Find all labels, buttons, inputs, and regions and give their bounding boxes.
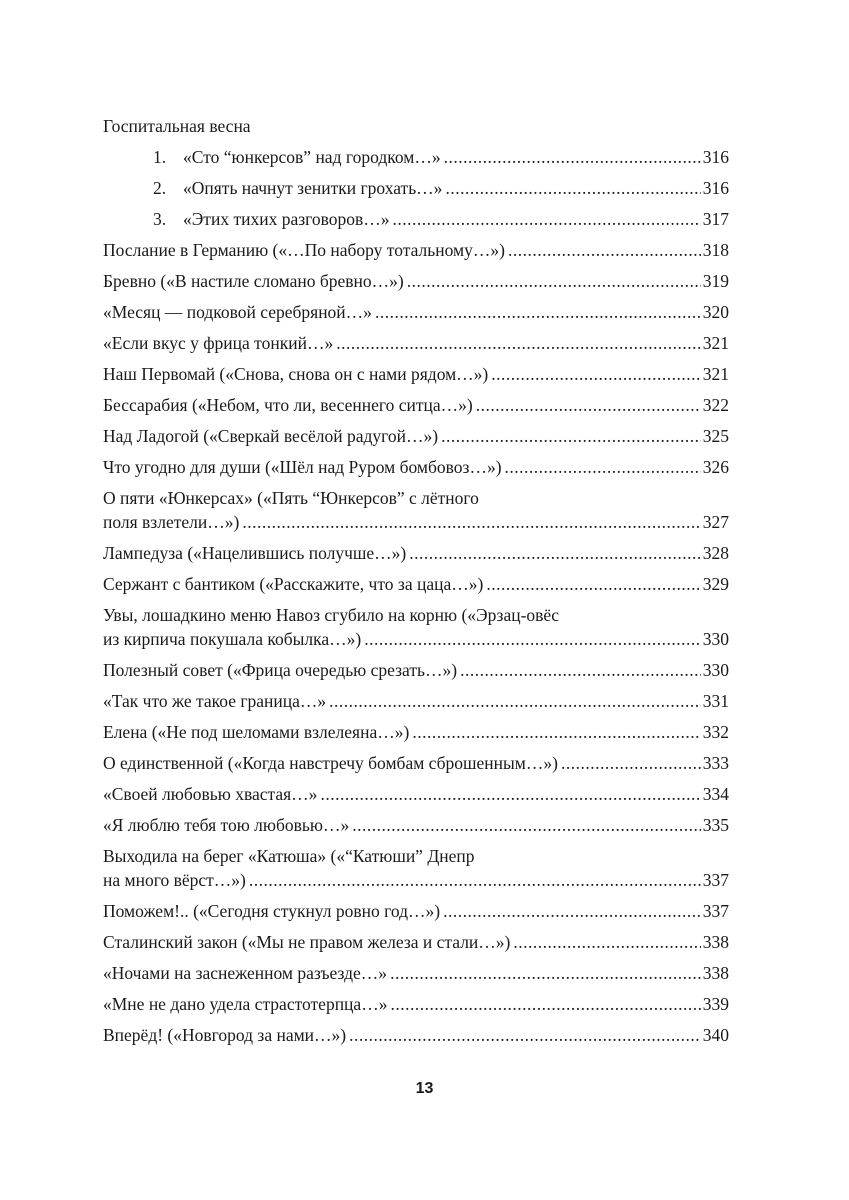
entry-page: 340 <box>702 1025 729 1045</box>
entry-title-line1: Увы, лошадкино меню Навоз сгубило на корню («Эрзац-овёс <box>103 605 559 625</box>
leader-dots <box>409 541 700 565</box>
entry-title: Бессарабия («Небом, что ли, весеннего ситца…») <box>103 395 473 415</box>
entry-title: Послание в Германию («…По набору тотальному…») <box>103 240 505 260</box>
toc-entry <box>103 176 729 200</box>
entry-page: 325 <box>702 426 729 446</box>
entry-page: 328 <box>702 543 729 563</box>
entry-title: «Если вкус у фрица тонкий…» <box>103 333 334 353</box>
entry-page: 333 <box>702 753 729 773</box>
toc-entry <box>103 844 729 892</box>
leader-dots <box>364 627 701 651</box>
leader-dots <box>349 1023 701 1047</box>
entry-title: О единственной («Когда навстречу бомбам сброшенным…») <box>103 753 558 773</box>
entry-page: 321 <box>702 364 729 384</box>
entry-title: Лампедуза («Нацелившись получше…») <box>103 543 407 563</box>
entry-page: 319 <box>702 271 729 291</box>
entry-title: «Месяц — подковой серебряной…» <box>103 302 372 322</box>
leader-dots <box>513 930 700 954</box>
toc-entry <box>103 751 729 775</box>
entry-page: 326 <box>702 457 729 477</box>
entry-page: 335 <box>702 815 729 835</box>
leader-dots <box>491 362 700 386</box>
entry-title: «Своей любовью хвастая…» <box>103 784 318 804</box>
entry-page: 327 <box>702 512 729 532</box>
entry-number: 3. <box>153 209 167 229</box>
toc-entry <box>103 658 729 682</box>
leader-dots <box>320 782 700 806</box>
entry-title: «Ночами на заснеженном разъезде…» <box>103 963 388 983</box>
leader-dots <box>508 238 701 262</box>
page-number: 13 <box>415 1080 434 1097</box>
entry-title-line1: Выходила на берег «Катюша» («“Катюши” Днепр <box>103 846 475 866</box>
entry-title: Наш Первомай («Снова, снова он с нами рядом…») <box>103 364 489 384</box>
toc-entry <box>103 899 729 923</box>
toc-entry <box>103 992 729 1016</box>
toc-entry <box>103 424 729 448</box>
entry-page: 318 <box>702 240 729 260</box>
leader-dots <box>393 207 701 231</box>
leader-dots <box>412 720 700 744</box>
entry-page: 337 <box>702 901 729 921</box>
entry-page: 334 <box>702 784 729 804</box>
leader-dots <box>445 176 700 200</box>
toc-entry <box>103 486 729 534</box>
toc-entry <box>103 541 729 565</box>
leader-dots <box>390 992 700 1016</box>
entry-title: Поможем!.. («Сегодня стукнул ровно год…») <box>103 901 441 921</box>
toc-entry <box>103 238 729 262</box>
leader-dots <box>505 455 701 479</box>
entry-title: Сержант с бантиком («Расскажите, что за цаца…») <box>103 574 484 594</box>
entry-title: Сталинский закон («Мы не правом железа и стали…») <box>103 932 511 952</box>
entry-title: «Мне не дано удела страстотерпца…» <box>103 994 388 1014</box>
toc-entry <box>103 207 729 231</box>
toc-entry <box>103 572 729 596</box>
toc-entry <box>103 393 729 417</box>
entry-page: 322 <box>702 395 729 415</box>
leader-dots <box>476 393 701 417</box>
entry-page: 329 <box>702 574 729 594</box>
entry-page: 338 <box>702 932 729 952</box>
toc-entry <box>103 331 729 355</box>
entry-page: 339 <box>702 994 729 1014</box>
leader-dots <box>336 331 701 355</box>
entry-page: 316 <box>702 178 729 198</box>
toc-entry <box>103 930 729 954</box>
leader-dots <box>441 424 701 448</box>
entry-title: «Так что же такое граница…» <box>103 691 327 711</box>
entry-number: 1. <box>153 147 167 167</box>
entry-number: 2. <box>153 178 167 198</box>
entry-title-line2: поля взлетели…») <box>103 512 240 532</box>
toc-entry <box>103 689 729 713</box>
entry-title: Полезный совет («Фрица очередью срезать…») <box>103 660 458 680</box>
entry-title: «Я люблю тебя тою любовью…» <box>103 815 350 835</box>
entry-page: 330 <box>702 660 729 680</box>
entry-page: 320 <box>702 302 729 322</box>
leader-dots <box>561 751 701 775</box>
toc-entry <box>103 603 729 651</box>
entry-page: 338 <box>702 963 729 983</box>
toc-entry <box>103 300 729 324</box>
entry-page: 330 <box>702 629 729 649</box>
entry-title: «Сто “юнкерсов” над городком…» <box>183 147 441 167</box>
toc-entry <box>103 961 729 985</box>
leader-dots <box>242 510 700 534</box>
leader-dots <box>443 899 701 923</box>
entry-title: Что угодно для души («Шёл над Руром бомбовоз…») <box>103 457 502 477</box>
entry-title: Бревно («В настиле сломано бревно…») <box>103 271 404 291</box>
leader-dots <box>460 658 701 682</box>
leader-dots <box>352 813 701 837</box>
leader-dots <box>407 269 701 293</box>
entry-title: Елена («Не под шеломами взлелеяна…») <box>103 722 410 742</box>
entry-title: Вперёд! («Новгород за нами…») <box>103 1025 347 1045</box>
entry-title: «Опять начнут зенитки грохать…» <box>183 178 443 198</box>
entry-page: 331 <box>702 691 729 711</box>
entry-title: Над Ладогой («Сверкай весёлой радугой…») <box>103 426 439 446</box>
toc-entry <box>103 455 729 479</box>
toc-entry <box>103 269 729 293</box>
leader-dots <box>249 868 701 892</box>
entry-page: 332 <box>702 722 729 742</box>
leader-dots <box>375 300 701 324</box>
toc-entry <box>103 1023 729 1047</box>
entry-title-line2: из кирпича покушала кобылка…») <box>103 629 362 649</box>
leader-dots <box>486 572 700 596</box>
entry-page: 337 <box>702 870 729 890</box>
leader-dots <box>444 145 701 169</box>
toc-entry <box>103 720 729 744</box>
entry-page: 321 <box>702 333 729 353</box>
leader-dots <box>390 961 701 985</box>
table-of-contents <box>103 114 729 1054</box>
entry-title-line1: О пяти «Юнкерсах» («Пять “Юнкерсов” с лётного <box>103 488 479 508</box>
leader-dots <box>329 689 701 713</box>
entry-page: 316 <box>702 147 729 167</box>
toc-entry <box>103 813 729 837</box>
toc-entry <box>103 362 729 386</box>
entry-title-line2: на много вёрст…») <box>103 870 246 890</box>
entry-page: 317 <box>702 209 729 229</box>
toc-entry <box>103 145 729 169</box>
toc-entry <box>103 782 729 806</box>
entry-title: «Этих тихих разговоров…» <box>183 209 390 229</box>
section-heading: Госпитальная весна <box>103 116 251 136</box>
